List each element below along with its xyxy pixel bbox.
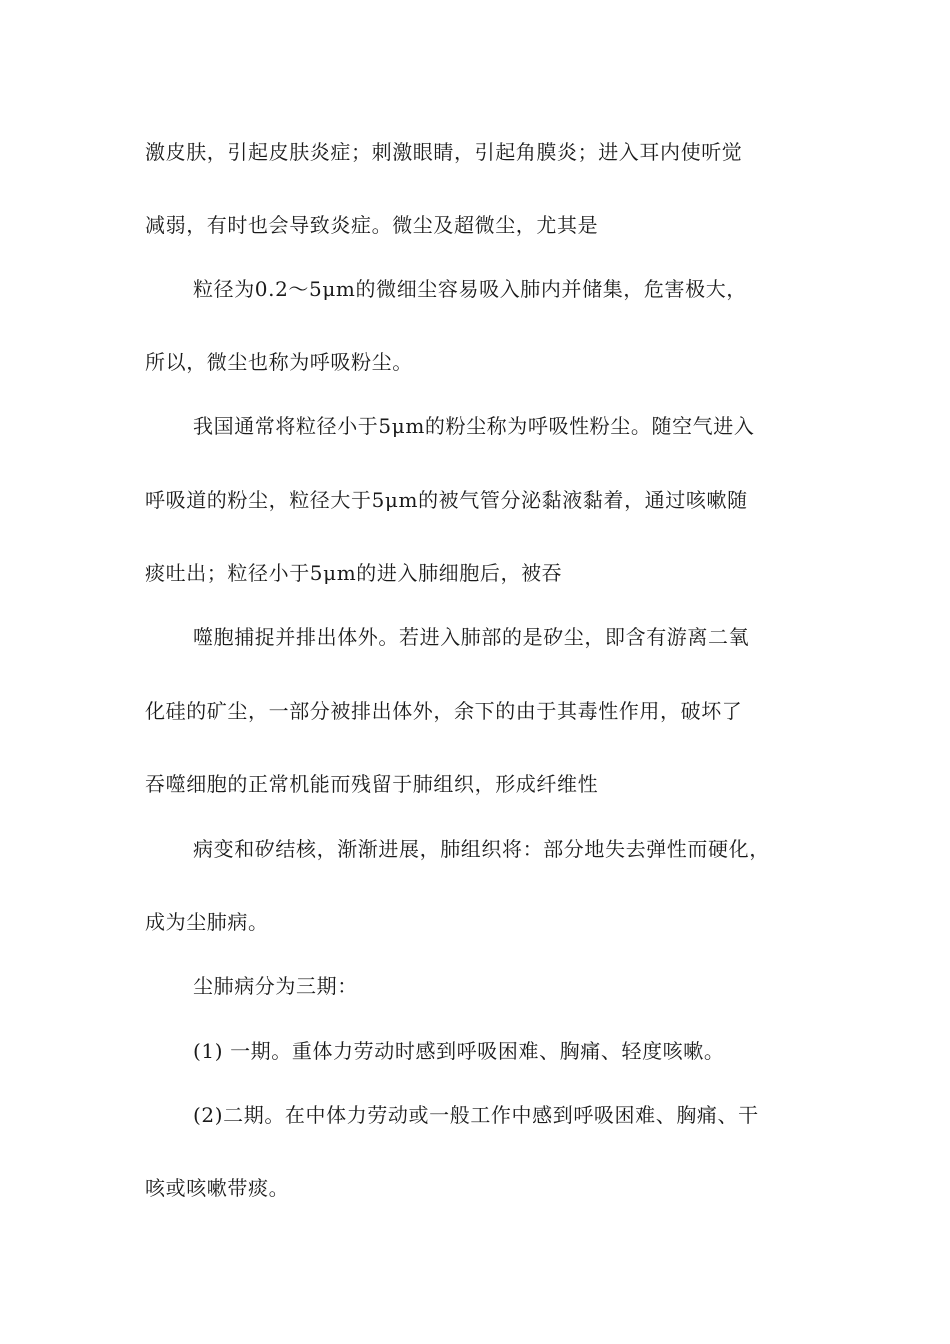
text-line-15: (2)二期。在中体力劳动或一般工作中感到呼吸困难、胸痛、干: [193, 1103, 759, 1127]
text-line-11: 病变和矽结核，渐渐进展，肺组织将：部分地失去弹性而硬化，: [193, 837, 770, 861]
text-line-2: 减弱，有时也会导致炎症。微尘及超微尘，尤其是: [145, 213, 599, 237]
text-line-12: 成为尘肺病。: [145, 910, 269, 934]
text-line-7: 痰吐出；粒径小于5μm的进入肺细胞后，被吞: [145, 561, 563, 585]
text-line-6: 呼吸道的粉尘，粒径大于5μm的被气管分泌黏液黏着，通过咳嗽随: [145, 488, 748, 512]
text-line-10: 吞噬细胞的正常机能而残留于肺组织，形成纤维性: [145, 772, 599, 796]
text-line-13: 尘肺病分为三期：: [193, 974, 358, 998]
text-line-14: (1) 一期。重体力劳动时感到呼吸困难、胸痛、轻度咳嗽。: [193, 1039, 725, 1063]
text-line-9: 化硅的矿尘，一部分被排出体外，余下的由于其毒性作用，破坏了: [145, 699, 743, 723]
text-line-1: 激皮肤，引起皮肤炎症；刺激眼睛，引起角膜炎；进入耳内使听觉: [145, 140, 743, 164]
text-line-3: 粒径为0.2～5μm的微细尘容易吸入肺内并储集，危害极大，: [193, 277, 747, 301]
text-line-5: 我国通常将粒径小于5μm的粉尘称为呼吸性粉尘。随空气进入: [193, 414, 755, 438]
text-line-4: 所以，微尘也称为呼吸粉尘。: [145, 350, 413, 374]
text-line-8: 噬胞捕捉并排出体外。若进入肺部的是矽尘，即含有游离二氧: [193, 625, 750, 649]
text-line-16: 咳或咳嗽带痰。: [145, 1176, 290, 1200]
